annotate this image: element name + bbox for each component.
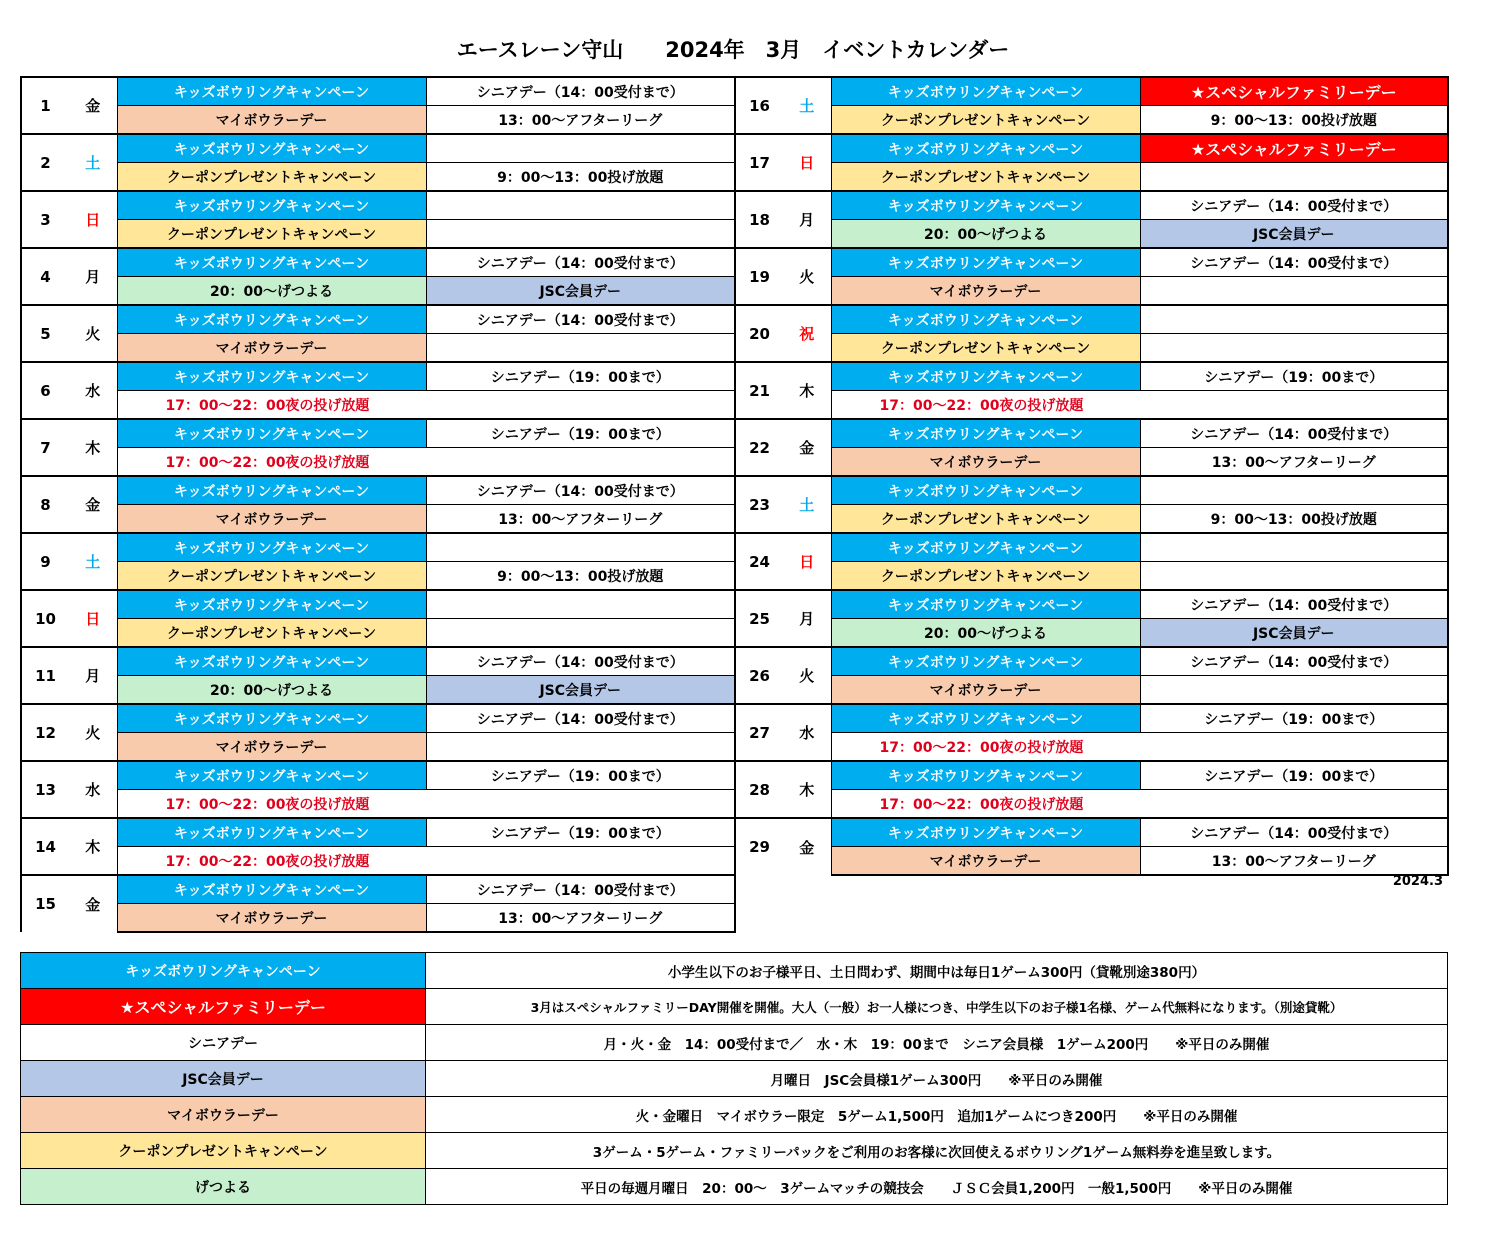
weekday: 月 bbox=[783, 590, 831, 647]
calendar-left-column bbox=[20, 76, 736, 933]
event-getsu: 20：00～げつよる bbox=[831, 619, 1140, 648]
day-row-18 bbox=[735, 191, 1448, 220]
day-number: 24 bbox=[735, 533, 783, 590]
legend-row bbox=[21, 1133, 1448, 1169]
weekday: 水 bbox=[69, 761, 117, 818]
event-kids: キッズボウリングキャンペーン bbox=[117, 875, 426, 904]
weekday: 火 bbox=[69, 305, 117, 362]
event-getsu: 20：00～げつよる bbox=[831, 220, 1140, 249]
weekday: 火 bbox=[783, 647, 831, 704]
event-mybowler: マイボウラーデー bbox=[831, 676, 1140, 705]
legend-label: キッズボウリングキャンペーン bbox=[21, 953, 426, 989]
event-none bbox=[1140, 676, 1448, 705]
event-jsc: JSC会員デー bbox=[426, 676, 735, 705]
event-info: 13：00～アフターリーグ bbox=[1140, 847, 1448, 876]
legend-description: 平日の毎週月曜日 20：00～ 3ゲームマッチの競技会 ＪＳＣ会員1,200円 一般1,500円 ※平日のみ開催 bbox=[426, 1169, 1448, 1205]
weekday: 月 bbox=[69, 248, 117, 305]
event-senior: シニアデー（14：00受付まで） bbox=[426, 476, 735, 505]
day-number: 4 bbox=[21, 248, 69, 305]
event-info: 9：00～13：00投げ放題 bbox=[1140, 505, 1448, 534]
event-none bbox=[426, 733, 735, 762]
event-senior: シニアデー（14：00受付まで） bbox=[426, 77, 735, 106]
day-number: 2 bbox=[21, 134, 69, 191]
event-senior: シニアデー（14：00受付まで） bbox=[1140, 248, 1448, 277]
weekday: 木 bbox=[783, 761, 831, 818]
weekday: 金 bbox=[69, 77, 117, 134]
day-number: 11 bbox=[21, 647, 69, 704]
weekday: 日 bbox=[69, 191, 117, 248]
day-row-29 bbox=[735, 818, 1448, 847]
day-row-27 bbox=[735, 704, 1448, 733]
event-none bbox=[426, 533, 735, 562]
day-number: 6 bbox=[21, 362, 69, 419]
legend-label: クーポンプレゼントキャンペーン bbox=[21, 1133, 426, 1169]
event-kids: キッズボウリングキャンペーン bbox=[117, 818, 426, 847]
weekday: 土 bbox=[783, 476, 831, 533]
event-kids: キッズボウリングキャンペーン bbox=[117, 647, 426, 676]
legend-body bbox=[21, 953, 1448, 1205]
event-senior: シニアデー（19：00まで） bbox=[426, 419, 735, 448]
event-senior: シニアデー（14：00受付まで） bbox=[1140, 647, 1448, 676]
event-special: ★スペシャルファミリーデー bbox=[1140, 77, 1448, 106]
day-number: 29 bbox=[735, 818, 783, 875]
weekday: 金 bbox=[69, 875, 117, 932]
day-row-15-second bbox=[21, 904, 735, 933]
legend-label: マイボウラーデー bbox=[21, 1097, 426, 1133]
event-kids: キッズボウリングキャンペーン bbox=[831, 647, 1140, 676]
event-info: 13：00～アフターリーグ bbox=[426, 505, 735, 534]
event-senior: シニアデー（19：00まで） bbox=[1140, 704, 1448, 733]
event-none bbox=[426, 590, 735, 619]
version-label: 2024.3 bbox=[1392, 874, 1443, 889]
day-number: 17 bbox=[735, 134, 783, 191]
event-senior: シニアデー（14：00受付まで） bbox=[426, 305, 735, 334]
day-number: 15 bbox=[21, 875, 69, 932]
day-row-2-second bbox=[21, 163, 735, 192]
event-kids: キッズボウリングキャンペーン bbox=[117, 419, 426, 448]
event-mybowler: マイボウラーデー bbox=[831, 847, 1140, 876]
event-senior: シニアデー（14：00受付まで） bbox=[426, 704, 735, 733]
event-none bbox=[426, 619, 735, 648]
event-kids: キッズボウリングキャンペーン bbox=[117, 761, 426, 790]
legend-description: 月曜日 JSC会員様1ゲーム300円 ※平日のみ開催 bbox=[426, 1061, 1448, 1097]
weekday: 木 bbox=[69, 818, 117, 875]
day-number: 25 bbox=[735, 590, 783, 647]
day-number: 22 bbox=[735, 419, 783, 476]
event-kids: キッズボウリングキャンペーン bbox=[831, 362, 1140, 391]
day-row-3 bbox=[21, 191, 735, 220]
event-kids: キッズボウリングキャンペーン bbox=[831, 305, 1140, 334]
day-row-23-second bbox=[735, 505, 1448, 534]
day-row-3-second bbox=[21, 220, 735, 249]
day-number: 3 bbox=[21, 191, 69, 248]
event-kids: キッズボウリングキャンペーン bbox=[831, 248, 1140, 277]
event-night: 17：00～22：00夜の投げ放題 bbox=[831, 733, 1448, 762]
event-special: ★スペシャルファミリーデー bbox=[1140, 134, 1448, 163]
weekday: 火 bbox=[783, 248, 831, 305]
day-row-19 bbox=[735, 248, 1448, 277]
day-row-23 bbox=[735, 476, 1448, 505]
day-number: 10 bbox=[21, 590, 69, 647]
event-kids: キッズボウリングキャンペーン bbox=[117, 590, 426, 619]
day-row-16 bbox=[735, 77, 1448, 106]
event-mybowler: マイボウラーデー bbox=[117, 334, 426, 363]
day-row-17-second bbox=[735, 163, 1448, 192]
day-row-1-second bbox=[21, 106, 735, 135]
weekday: 月 bbox=[69, 647, 117, 704]
weekday: 水 bbox=[69, 362, 117, 419]
day-row-21-second bbox=[735, 391, 1448, 420]
event-none bbox=[1140, 305, 1448, 334]
day-row-26 bbox=[735, 647, 1448, 676]
event-kids: キッズボウリングキャンペーン bbox=[117, 305, 426, 334]
legend-description: 月・火・金 14：00受付まで／ 水・木 19：00まで シニア会員様 1ゲーム200円 ※平日のみ開催 bbox=[426, 1025, 1448, 1061]
event-night: 17：00～22：00夜の投げ放題 bbox=[831, 790, 1448, 819]
event-mybowler: マイボウラーデー bbox=[117, 106, 426, 135]
event-kids: キッズボウリングキャンペーン bbox=[831, 134, 1140, 163]
day-number: 23 bbox=[735, 476, 783, 533]
day-row-17 bbox=[735, 134, 1448, 163]
weekday: 土 bbox=[783, 77, 831, 134]
day-row-20 bbox=[735, 305, 1448, 334]
weekday: 月 bbox=[783, 191, 831, 248]
day-row-11 bbox=[21, 647, 735, 676]
event-mybowler: マイボウラーデー bbox=[117, 505, 426, 534]
event-none bbox=[1140, 533, 1448, 562]
event-senior: シニアデー（14：00受付まで） bbox=[426, 875, 735, 904]
day-row-29-second bbox=[735, 847, 1448, 876]
day-row-10 bbox=[21, 590, 735, 619]
legend-row bbox=[21, 1025, 1448, 1061]
day-row-4 bbox=[21, 248, 735, 277]
day-row-9-second bbox=[21, 562, 735, 591]
legend-row bbox=[21, 989, 1448, 1025]
event-none bbox=[1140, 476, 1448, 505]
weekday: 金 bbox=[783, 419, 831, 476]
weekday: 土 bbox=[69, 134, 117, 191]
day-row-13 bbox=[21, 761, 735, 790]
event-senior: シニアデー（14：00受付まで） bbox=[1140, 590, 1448, 619]
event-kids: キッズボウリングキャンペーン bbox=[117, 191, 426, 220]
day-number: 20 bbox=[735, 305, 783, 362]
calendar-left-body bbox=[21, 77, 735, 932]
day-number: 12 bbox=[21, 704, 69, 761]
legend-row bbox=[21, 1169, 1448, 1205]
event-info: 9：00～13：00投げ放題 bbox=[426, 163, 735, 192]
legend-label: ★スペシャルファミリーデー bbox=[21, 989, 426, 1025]
event-info: 9：00～13：00投げ放題 bbox=[1140, 106, 1448, 135]
event-coupon: クーポンプレゼントキャンペーン bbox=[117, 562, 426, 591]
event-senior: シニアデー（19：00まで） bbox=[1140, 761, 1448, 790]
event-coupon: クーポンプレゼントキャンペーン bbox=[831, 505, 1140, 534]
event-coupon: クーポンプレゼントキャンペーン bbox=[117, 163, 426, 192]
weekday: 金 bbox=[69, 476, 117, 533]
event-senior: シニアデー（19：00まで） bbox=[426, 761, 735, 790]
event-senior: シニアデー（19：00まで） bbox=[426, 362, 735, 391]
event-senior: シニアデー（19：00まで） bbox=[1140, 362, 1448, 391]
event-night: 17：00～22：00夜の投げ放題 bbox=[831, 391, 1448, 420]
event-kids: キッズボウリングキャンペーン bbox=[117, 77, 426, 106]
legend-description: 火・金曜日 マイボウラー限定 5ゲーム1,500円 追加1ゲームにつき200円 ※平日のみ開催 bbox=[426, 1097, 1448, 1133]
event-none bbox=[1140, 277, 1448, 306]
day-row-28-second bbox=[735, 790, 1448, 819]
event-night: 17：00～22：00夜の投げ放題 bbox=[117, 790, 735, 819]
day-row-5 bbox=[21, 305, 735, 334]
page-title: エースレーン守山 2024年 3月 イベントカレンダー bbox=[456, 38, 1010, 62]
weekday: 金 bbox=[783, 818, 831, 875]
event-kids: キッズボウリングキャンペーン bbox=[831, 533, 1140, 562]
day-number: 28 bbox=[735, 761, 783, 818]
weekday: 水 bbox=[783, 704, 831, 761]
weekday: 木 bbox=[783, 362, 831, 419]
event-kids: キッズボウリングキャンペーン bbox=[117, 134, 426, 163]
weekday: 火 bbox=[69, 704, 117, 761]
day-row-8-second bbox=[21, 505, 735, 534]
legend-row bbox=[21, 1061, 1448, 1097]
day-row-6 bbox=[21, 362, 735, 391]
day-row-25-second bbox=[735, 619, 1448, 648]
event-coupon: クーポンプレゼントキャンペーン bbox=[831, 334, 1140, 363]
event-jsc: JSC会員デー bbox=[1140, 619, 1448, 648]
event-info: 9：00～13：00投げ放題 bbox=[426, 562, 735, 591]
day-row-13-second bbox=[21, 790, 735, 819]
day-number: 5 bbox=[21, 305, 69, 362]
day-number: 1 bbox=[21, 77, 69, 134]
event-kids: キッズボウリングキャンペーン bbox=[831, 590, 1140, 619]
day-row-24 bbox=[735, 533, 1448, 562]
day-row-8 bbox=[21, 476, 735, 505]
day-row-4-second bbox=[21, 277, 735, 306]
event-kids: キッズボウリングキャンペーン bbox=[117, 533, 426, 562]
event-senior: シニアデー（14：00受付まで） bbox=[426, 248, 735, 277]
day-row-7 bbox=[21, 419, 735, 448]
event-none bbox=[426, 191, 735, 220]
day-row-10-second bbox=[21, 619, 735, 648]
event-senior: シニアデー（14：00受付まで） bbox=[1140, 818, 1448, 847]
day-number: 27 bbox=[735, 704, 783, 761]
day-row-14-second bbox=[21, 847, 735, 876]
event-mybowler: マイボウラーデー bbox=[117, 733, 426, 762]
event-night: 17：00～22：00夜の投げ放題 bbox=[117, 391, 735, 420]
day-row-16-second bbox=[735, 106, 1448, 135]
day-row-19-second bbox=[735, 277, 1448, 306]
day-row-22 bbox=[735, 419, 1448, 448]
event-none bbox=[426, 134, 735, 163]
event-getsu: 20：00～げつよる bbox=[117, 676, 426, 705]
day-number: 14 bbox=[21, 818, 69, 875]
event-none bbox=[426, 334, 735, 363]
day-number: 8 bbox=[21, 476, 69, 533]
event-kids: キッズボウリングキャンペーン bbox=[117, 476, 426, 505]
weekday: 木 bbox=[69, 419, 117, 476]
event-kids: キッズボウリングキャンペーン bbox=[831, 818, 1140, 847]
legend-description: 3ゲーム・5ゲーム・ファミリーパックをご利用のお客様に次回使えるボウリング1ゲーム無料券を進呈致します。 bbox=[426, 1133, 1448, 1169]
event-getsu: 20：00～げつよる bbox=[117, 277, 426, 306]
event-info: 13：00～アフターリーグ bbox=[426, 106, 735, 135]
legend-description: 3月はスペシャルファミリーDAY開催を開催。大人（一般）お一人様につき、中学生以下のお子様1名様、ゲーム代無料になります。（別途貸靴） bbox=[426, 989, 1448, 1025]
day-row-1 bbox=[21, 77, 735, 106]
day-number: 16 bbox=[735, 77, 783, 134]
event-kids: キッズボウリングキャンペーン bbox=[831, 191, 1140, 220]
day-row-27-second bbox=[735, 733, 1448, 762]
event-coupon: クーポンプレゼントキャンペーン bbox=[831, 163, 1140, 192]
event-kids: キッズボウリングキャンペーン bbox=[831, 704, 1140, 733]
legend-label: げつよる bbox=[21, 1169, 426, 1205]
weekday: 祝 bbox=[783, 305, 831, 362]
day-row-28 bbox=[735, 761, 1448, 790]
day-row-20-second bbox=[735, 334, 1448, 363]
day-number: 7 bbox=[21, 419, 69, 476]
event-info: 13：00～アフターリーグ bbox=[426, 904, 735, 933]
day-number: 13 bbox=[21, 761, 69, 818]
event-mybowler: マイボウラーデー bbox=[831, 277, 1140, 306]
day-row-22-second bbox=[735, 448, 1448, 477]
event-senior: シニアデー（19：00まで） bbox=[426, 818, 735, 847]
event-kids: キッズボウリングキャンペーン bbox=[117, 704, 426, 733]
day-number: 26 bbox=[735, 647, 783, 704]
weekday: 土 bbox=[69, 533, 117, 590]
event-kids: キッズボウリングキャンペーン bbox=[831, 476, 1140, 505]
event-none bbox=[426, 220, 735, 249]
event-kids: キッズボウリングキャンペーン bbox=[831, 761, 1140, 790]
day-row-15 bbox=[21, 875, 735, 904]
weekday: 日 bbox=[783, 134, 831, 191]
legend-row bbox=[21, 1097, 1448, 1133]
day-row-9 bbox=[21, 533, 735, 562]
day-row-5-second bbox=[21, 334, 735, 363]
event-none bbox=[1140, 562, 1448, 591]
event-coupon: クーポンプレゼントキャンペーン bbox=[117, 619, 426, 648]
day-number: 21 bbox=[735, 362, 783, 419]
event-none bbox=[1140, 334, 1448, 363]
day-row-2 bbox=[21, 134, 735, 163]
event-kids: キッズボウリングキャンペーン bbox=[117, 362, 426, 391]
legend-description: 小学生以下のお子様平日、土日問わず、期間中は毎日1ゲーム300円（貸靴別途380円） bbox=[426, 953, 1448, 989]
event-kids: キッズボウリングキャンペーン bbox=[831, 419, 1140, 448]
weekday: 日 bbox=[69, 590, 117, 647]
day-row-11-second bbox=[21, 676, 735, 705]
event-jsc: JSC会員デー bbox=[1140, 220, 1448, 249]
calendar-right-body bbox=[735, 77, 1448, 875]
legend-label: JSC会員デー bbox=[21, 1061, 426, 1097]
day-row-6-second bbox=[21, 391, 735, 420]
event-mybowler: マイボウラーデー bbox=[831, 448, 1140, 477]
event-senior: シニアデー（14：00受付まで） bbox=[1140, 191, 1448, 220]
event-kids: キッズボウリングキャンペーン bbox=[117, 248, 426, 277]
event-coupon: クーポンプレゼントキャンペーン bbox=[117, 220, 426, 249]
day-row-7-second bbox=[21, 448, 735, 477]
weekday: 日 bbox=[783, 533, 831, 590]
day-row-24-second bbox=[735, 562, 1448, 591]
event-coupon: クーポンプレゼントキャンペーン bbox=[831, 562, 1140, 591]
legend-table bbox=[20, 952, 1448, 1205]
day-row-26-second bbox=[735, 676, 1448, 705]
legend-row bbox=[21, 953, 1448, 989]
event-info: 13：00～アフターリーグ bbox=[1140, 448, 1448, 477]
day-row-12 bbox=[21, 704, 735, 733]
day-number: 19 bbox=[735, 248, 783, 305]
calendar-right-column bbox=[734, 76, 1449, 876]
event-senior: シニアデー（14：00受付まで） bbox=[426, 647, 735, 676]
event-night: 17：00～22：00夜の投げ放題 bbox=[117, 448, 735, 477]
event-night: 17：00～22：00夜の投げ放題 bbox=[117, 847, 735, 876]
event-senior: シニアデー（14：00受付まで） bbox=[1140, 419, 1448, 448]
day-row-14 bbox=[21, 818, 735, 847]
event-none bbox=[1140, 163, 1448, 192]
event-coupon: クーポンプレゼントキャンペーン bbox=[831, 106, 1140, 135]
event-mybowler: マイボウラーデー bbox=[117, 904, 426, 933]
day-row-12-second bbox=[21, 733, 735, 762]
day-row-21 bbox=[735, 362, 1448, 391]
day-row-18-second bbox=[735, 220, 1448, 249]
day-row-25 bbox=[735, 590, 1448, 619]
event-kids: キッズボウリングキャンペーン bbox=[831, 77, 1140, 106]
event-jsc: JSC会員デー bbox=[426, 277, 735, 306]
legend-label: シニアデー bbox=[21, 1025, 426, 1061]
day-number: 9 bbox=[21, 533, 69, 590]
day-number: 18 bbox=[735, 191, 783, 248]
